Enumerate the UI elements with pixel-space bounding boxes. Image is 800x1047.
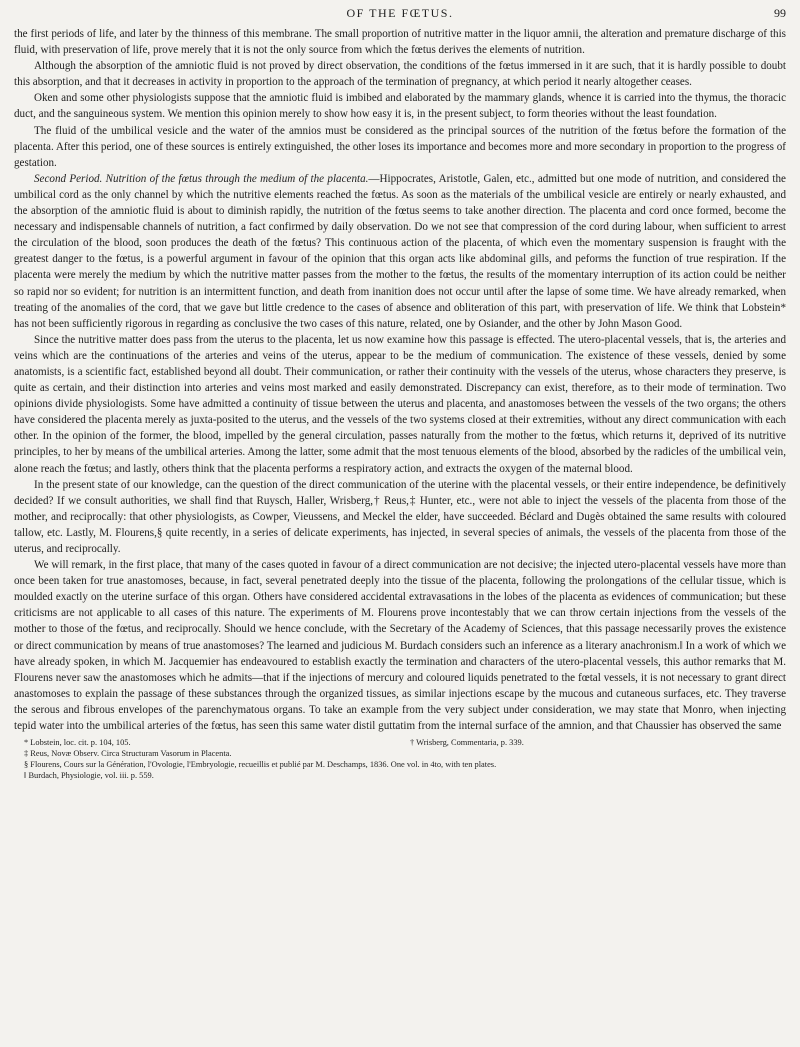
paragraph: Since the nutritive matter does pass from the uterus to the placenta, let us now examine how this passage is effected. The utero-placental vessels, that is, the arteries and veins which are the continuations of the arteries and veins of the uterus, appear to be the medium of communication. The existence of these vessels, denied by some anatomists, is a scientific fact, established beyond all doubt. Their communication, or rather their continuity with the vessels of the uterus, whose characters they preserve, is quite as certain, and their distinction into arteries and veins most marked and easily demonstrated. Discrepancy can exist, therefore, as to their mode of termination. Two opinions divide physiologists. Some have admitted a continuity of tissue between the uterus and placenta, and anastomoses between the vessels of the two organs; the others have considered the placenta merely as juxta-posited to the uterus, and the vessels of the two systems closed at their extremities, without any direct communication with each other. In the opinion of the former, the blood, impelled by the general circulation, passes naturally from the mother to the fœtus, which returns it, deprived of its nutritive principles, to her by means of the umbilical arteries. Among the latter, some admit that the most tenuous elements of the blood, absorbed by the radicles of the umbilical vein, alone reach the fœtus; and lastly, others think that the placenta performs a respiratory action, and extracts the oxygen of the maternal blood. (14, 333, 786, 475)
footnote: † Wrisberg, Commentaria, p. 339. (410, 738, 524, 748)
page-number: 99 (774, 6, 786, 20)
section-lead: —Hippocrates, Aristotle, Galen, etc., admitted but one (368, 172, 614, 185)
body-text (14, 26, 786, 734)
footnote: ‖ Burdach, Physiologie, vol. iii. p. 559. (24, 771, 154, 781)
paragraph-second-period (14, 171, 786, 332)
footnote: § Flourens, Cours sur la Génération, l'Ovologie, l'Embryologie, recueillis et publié par M. Deschamps, 1836. One vol. in 4to, with ten plates. (24, 760, 497, 770)
paragraph: Oken and some other physiologists suppose that the amniotic fluid is imbibed and elaborated by the mammary glands, whence it is carried into the thymus, the thoracic duct, and the sanguineous system. We mention this opinion merely to show how easy it is, in the present subject, to form theories without the least foundation. (14, 92, 786, 121)
running-title: OF THE FŒTUS. (346, 6, 454, 20)
paragraph-continuation: mode of nutrition, and considered the umbilical cord as the only channel by which the nutritive elements reached the fœtus. As soon as the materials of the umbilical vesicle are entirely or nearly exhausted, and the absorption of the amniotic fluid is about to diminish rapidly, the nutrition of the fœtus seems to take another direction. The placenta and cord once formed, become the necessary and indispensable channels of nutrition, a fact confirmed by daily observation. Do we not see that compression of the cord during labour, when sufficient to arrest the circulation of the blood, soon produces the death of the fœtus? This continuous action of the placenta, of which even the momentary suspension is fraught with the greatest danger to the fœtus, is a powerful argument in favour of the opinion that this organ acts like abdominal gills, and peforms the function of true respiration. If the placenta were merely the medium by which the nutritive matter passes from the mother to the fœtus, the results of the momentary interruption of its action could be neither so rapid nor so evident; for nutrition is an intermittent function, and death from inanition does not occur until after the lapse of some time. We have already remarked, when treating of the anomalies of the cord, that we gave but little credence to the cases of absence and obliteration of this part, with preservation of life. We think that Lobstein* has not been sufficiently rigorous in regarding as conclusive the two cases of this nature, related, one by Osiander, and the other by John Mason Good. (14, 172, 786, 330)
footnote: * Lobstein, loc. cit. p. 104, 105. (24, 738, 131, 748)
footnotes (14, 737, 786, 781)
section-heading: Second Period. Nutrition of the fœtus through the medium of the placenta. (34, 172, 369, 185)
paragraph: In the present state of our knowledge, can the question of the direct communication of the uterine with the placental vessels, or their entire independence, be definitively decided? If we consult authorities, we shall find that Ruysch, Haller, Wrisberg,† Reus,‡ Hunter, etc., were not able to inject the vessels of the placenta from those of the mother, and reciprocally: that other physiologists, as Cowper, Vieussens, and Meckel the elder, have succeeded. Béclard and Dugès obtained the same results with coloured tallow, etc. Lastly, M. Flourens,§ quite recently, in a series of delicate experiments, has injected, in several species of animals, the vessels of the placenta from those of the uterus, and reciprocally. (14, 478, 786, 555)
paragraph: We will remark, in the first place, that many of the cases quoted in favour of a direct communication are not decisive; the injected utero-placental vessels have more than once been taken for true anastomoses, because, in fact, several penetrated deeply into the tissue of the placenta, following the prolongations of the cellular tissue, which is moulded exactly on the uterine surface of this organ. Others have considered accidental extravasations in the lobes of the placenta as evidences of communication; but these criticisms are not applicable to all cases of this nature. The experiments of M. Flourens prove incontestably that we can throw certain injections from the vessels of the mother to those of the fœtus, and reciprocally. Should we hence conclude, with the Secretary of the Academy of Sciences, that this passage necessarily proves the existence or direct communication by means of true anastomoses? The learned and judicious M. Burdach considers such an inference as a literary anachronism.‖ In a work of which we have already spoken, in which M. Jacquemier has endeavoured to establish exactly the termination and characters of the utero-placental vessels, this author remarks that M. Flourens never saw the anastomoses which he admits—that if the injections of mercury and coloured liquids penetrated to the fœtal vessels, it is not necessary to grant direct anastomoses to explain the passage of these substances through the organized tissues, as similar injections escape by the mucous and cutaneous surfaces, etc. They traverse the serous and fibrous envelopes of the parenchymatous organs. To take an example from the very subject under consideration, we may state that Monro, when injecting tepid water into the umbilical arteries of the fœtus, has seen this same water distil guttatim from the internal surface of the amnion, and that Chaussier has observed the same (14, 559, 786, 733)
footnote: ‡ Reus, Novæ Observ. Circa Structuram Vasorum in Placenta. (24, 749, 232, 759)
paragraph: Although the absorption of the amniotic fluid is not proved by direct observation, the conditions of the fœtus immersed in it are such, that it is hardly possible to doubt this absorption, and that it decreases in activity in proportion to the approach of the termination of pregnancy, at which period it nearly altogether ceases. (14, 60, 786, 89)
page-header (14, 0, 786, 26)
paragraph: the first periods of life, and later by the thinness of this membrane. The small proportion of nutritive matter in the liquor amnii, the alteration and premature discharge of this fluid, with preservation of life, prove merely that it is not the only source from which the fœtus derives the elements of nutrition. (14, 28, 786, 57)
paragraph: The fluid of the umbilical vesicle and the water of the amnios must be considered as the principal sources of the nutrition of the fœtus before the formation of the placenta. After this period, one of these sources is entirely extinguished, the other loses its importance and becomes more and more secondary in proportion to the progress of gestation. (14, 124, 786, 169)
